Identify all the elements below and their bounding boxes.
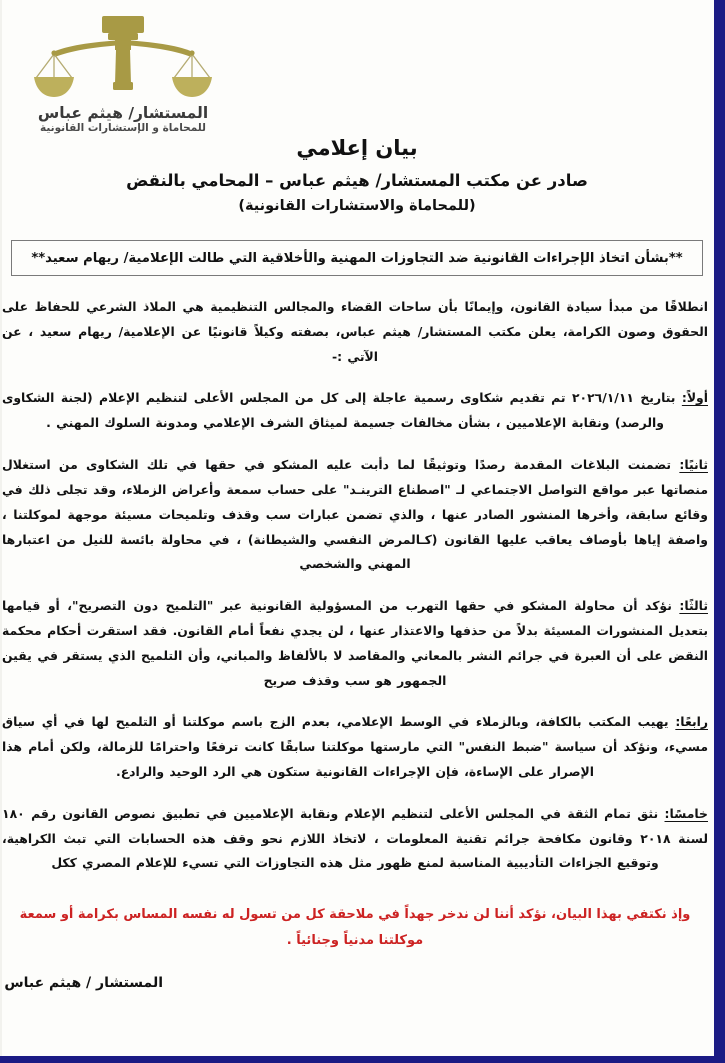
paragraph-item-5 — [2, 802, 708, 876]
page-right-edge — [714, 0, 725, 1063]
subject-text: **بشأن اتخاذ الإجراءات القانونية ضد التجاوزات المهنية والأخلاقية التي طالت الإعلامية/ ريهام سعيد** — [31, 250, 683, 266]
document-issuer-subtitle: (للمحاماة والاستشارات القانونية) — [238, 198, 476, 214]
paragraph-text-4: يهيب المكتب بالكافة، وبالزملاء في الوسط الإعلامي، بعدم الزج باسم موكلتنا أو التلميح لها في أي سياق مسيء، ونؤكد أن سياسة "ضبط النفس" التي مارستها موكلتنا سابقًا كانت ترفعًا واحترامًا للزمالة، ولكن أمام هذا الإصرار على الإساءة، فإن الإجراءات القانونية ستكون هي الرد الوحيد والرادع. — [2, 714, 708, 779]
paragraph-item-1 — [2, 386, 708, 436]
document-issuer: صادر عن مكتب المستشار/ هيثم عباس – المحامي بالنقض — [126, 171, 588, 190]
firm-logo-block — [8, 12, 238, 134]
closing-statement: وإذ نكتفي بهذا البيان، نؤكد أننا لن ندخر جهداً في ملاحقة كل من تسول له نفسه المساس بكرامة أو سمعة موكلتنا مدنياً وجنائياً . — [19, 907, 691, 948]
paragraph-text-1: تم تقديم شكاوى رسمية عاجلة إلى كل من المجلس الأعلى لتنظيم الإعلام (لجنة الشكاوى والرصد) ونقابة الإعلاميين ، بشأن مخالفات جسيمة لميثاق الشرف الإعلامي ومدونة السلوك المهني . — [2, 390, 664, 431]
paragraph-lead-4: رابعًا: — [675, 714, 708, 730]
paragraph-lead-1: أولاً: — [681, 390, 708, 406]
scales-of-justice-gavel-icon — [30, 12, 216, 104]
firm-subtitle: للمحاماة و الإستشارات القانونية — [40, 122, 206, 135]
paragraph-lead-2: ثانيًا: — [679, 457, 708, 473]
paragraph-intro: انطلاقًا من مبدأ سيادة القانون، وإيمانًا بأن ساحات القضاء والمجالس التنظيمية هي الملاذ الشرعي للحفاظ على الحقوق وصون الكرامة، يعلن مكتب المستشار/ هيثم عباس، بصفته وكيلاً قانونيًا عن الإعلامية/ ريهام سعيد ، عن الآتي :- — [2, 299, 708, 364]
letterhead — [0, 8, 714, 140]
subject-box — [11, 240, 703, 276]
paragraph-date-prefix-1: بتاريخ — [640, 390, 676, 406]
document-body — [2, 295, 708, 991]
complaint-date: ٢٠٢٦/١/١١ — [571, 390, 634, 406]
title-block — [0, 136, 714, 214]
paragraph-text-3: نؤكد أن محاولة المشكو في حقها التهرب من المسؤولية القانونية عبر "التلميح دون التصريح"، أو قيامها بتعديل المنشورات المسيئة بدلاً من حذفها والاعتذار عنها ، لن يجدي نفعاً أمام القانون. فقد استقرت أحكام محكمة النقض على أن العبرة في جرائم النشر بالمعاني والمقاصد لا بالألفاظ والمباني، وأن التلميح الذي يستقر في يقين الجمهور هو سب وقذف صريح — [2, 598, 708, 688]
paragraph-item-2 — [2, 453, 708, 577]
paragraph-text-5: نثق تمام الثقة في المجلس الأعلى لتنظيم الإعلام ونقابة الإعلاميين في تطبيق نصوص القانون رقم ١٨٠ لسنة ٢٠١٨ وقانون مكافحة جرائم تقنية المعلومات ، لاتخاذ اللازم نحو وقف هذه الحسابات التي تبث الكراهية، وتوقيع الجزاءات التأديبية المناسبة لمنع ظهور مثل هذه التجاوزات التي تسيء للإعلام المصري ككل — [2, 805, 708, 871]
page-bottom-edge — [0, 1056, 725, 1063]
paragraph-lead-5: خامسًا: — [664, 805, 708, 821]
paragraph-item-4 — [2, 710, 708, 784]
paragraph-item-3 — [2, 594, 708, 693]
firm-name: المستشار/ هيثم عباس — [37, 104, 209, 122]
paragraph-lead-3: ثالثًا: — [679, 598, 708, 614]
page-title: بيان إعلامي — [296, 136, 418, 160]
paragraph-text-2: تضمنت البلاغات المقدمة رصدًا وتوثيقًا لما دأبت عليه المشكو في حقها في تلك الشكاوى من استغلال منصاتها عبر مواقع التواصل الاجتماعي لـ "اصطناع الترينـد" على حساب سمعة وأعراض الزملاء، وقد تجلى ذلك في وقائع سابقة، وأخرها المنشور الصادر عنها ، والذي تضمن عبارات سب وقذف وتلميحات مسيئة موجهة لموكلتنا ، واصفة إياها بأوصاف يعاقب عليها القانون (كـالمرض النفسي والشيطانة) ، في محاولة بائسة للنيل من اعتبارها المهني والشخصي — [2, 457, 708, 572]
signature-line: المستشار / هيثم عباس — [4, 974, 163, 991]
